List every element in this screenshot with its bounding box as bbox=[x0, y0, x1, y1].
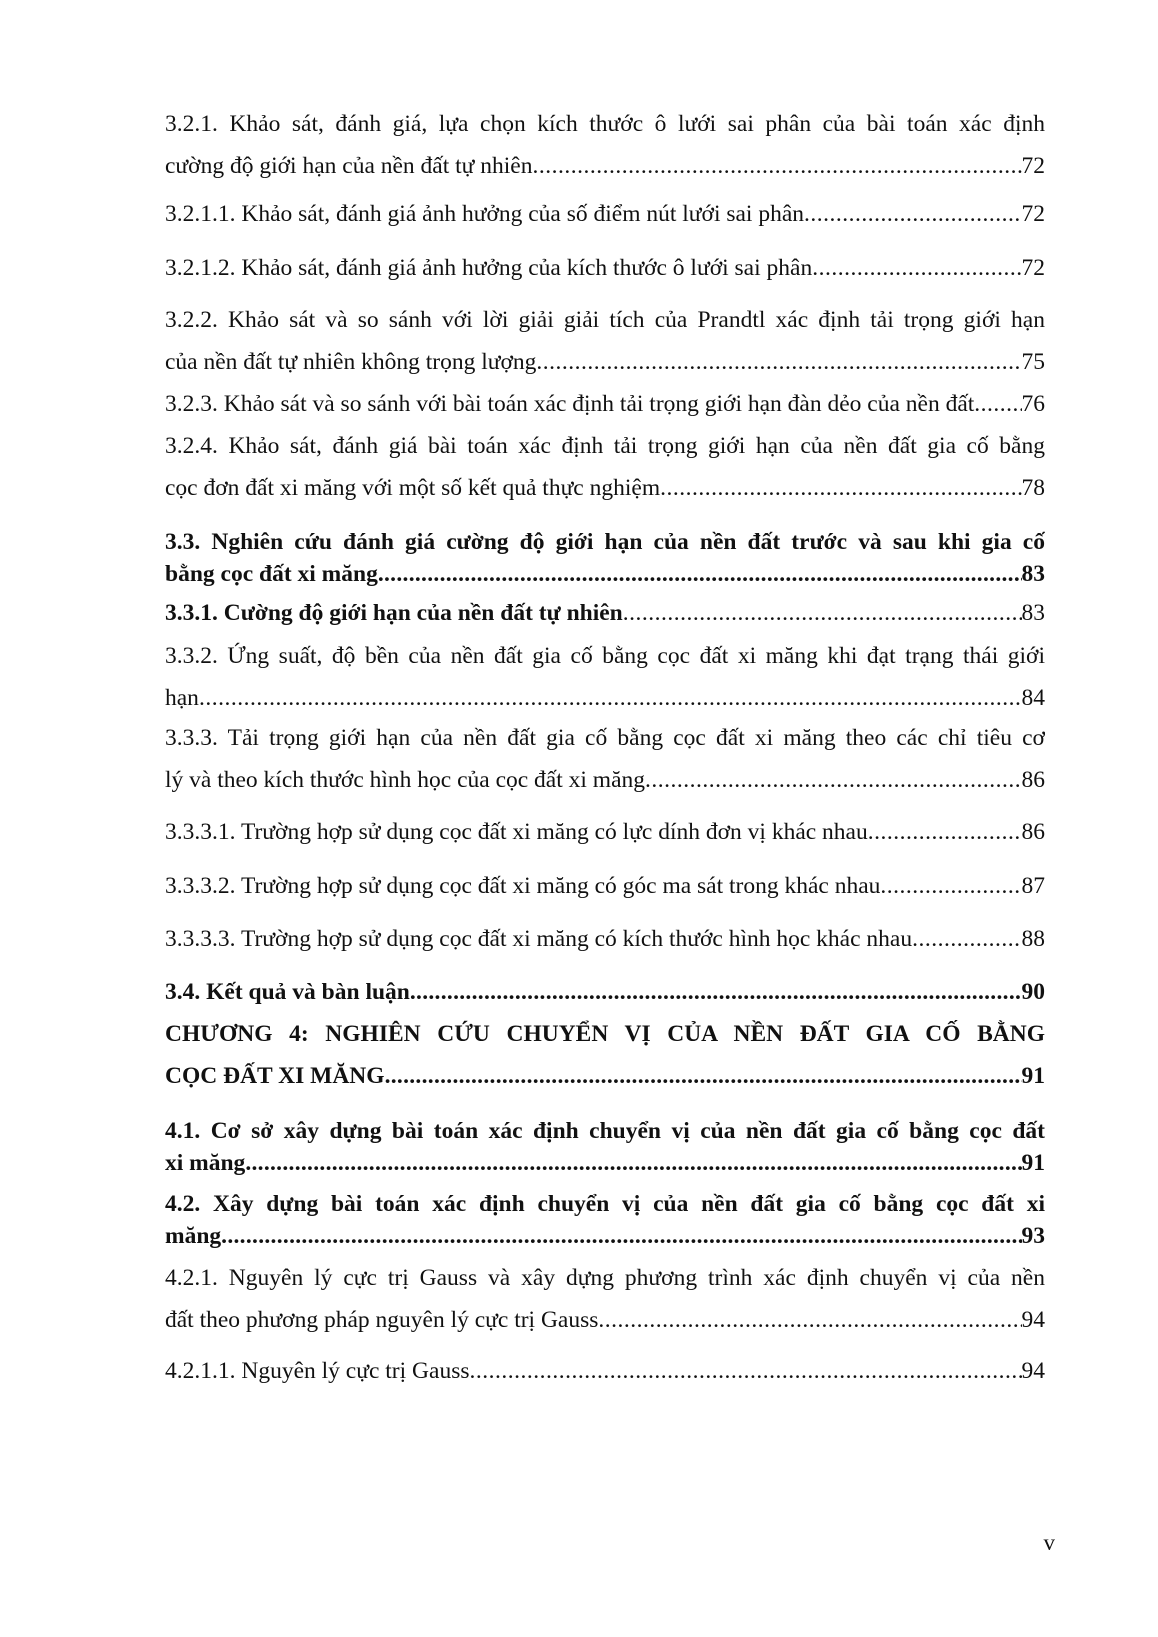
toc-entry-title: cường độ giới hạn của nền đất tự nhiên bbox=[165, 153, 533, 179]
toc-entry-3-2-3[interactable] bbox=[165, 388, 1045, 420]
toc-page-number: 86 bbox=[1021, 819, 1045, 845]
toc-entry-title: 3.3.3.3. Trường hợp sử dụng cọc đất xi măng có kích thước hình học khác nhau bbox=[165, 926, 913, 952]
toc-entry-title: CỌC ĐẤT XI MĂNG bbox=[165, 1063, 385, 1089]
toc-entry-title: 3.3.3.1. Trường hợp sử dụng cọc đất xi măng có lực dính đơn vị khác nhau bbox=[165, 819, 868, 845]
toc-entry-line: 3.3.3. Tải trọng giới hạn của nền đất gia cố bằng cọc đất xi măng theo các chỉ tiêu cơ bbox=[165, 725, 1045, 751]
toc-page-number: 75 bbox=[1021, 349, 1045, 375]
toc-entry-3-3[interactable] bbox=[165, 526, 1045, 590]
toc-entry-3-3-1[interactable] bbox=[165, 597, 1045, 629]
toc-page-number: 78 bbox=[1021, 475, 1045, 501]
toc-entry-3-2-4[interactable] bbox=[165, 430, 1045, 504]
toc-entry-title: xi măng bbox=[165, 1150, 246, 1176]
toc-entry-title: của nền đất tự nhiên không trọng lượng bbox=[165, 349, 537, 375]
toc-page-number: 93 bbox=[1021, 1223, 1045, 1249]
page-number: v bbox=[1043, 1530, 1055, 1555]
toc-entry-line: 4.2.1. Nguyên lý cực trị Gauss và xây dựng phương trình xác định chuyển vị của nền bbox=[165, 1265, 1045, 1291]
toc-entry-title: măng bbox=[165, 1223, 222, 1249]
toc-page-number: 90 bbox=[1021, 979, 1045, 1005]
toc-entry-3-3-3[interactable] bbox=[165, 722, 1045, 796]
toc-entry-line: 3.2.4. Khảo sát, đánh giá bài toán xác định tải trọng giới hạn của nền đất gia cố bằng bbox=[165, 433, 1045, 459]
toc-entry-title: cọc đơn đất xi măng với một số kết quả thực nghiệm bbox=[165, 475, 661, 501]
toc-entry-title: đất theo phương pháp nguyên lý cực trị Gauss bbox=[165, 1307, 599, 1333]
toc-entry-title: 3.3.1. Cường độ giới hạn của nền đất tự nhiên bbox=[165, 600, 623, 626]
toc-entry-title: 4.2.1.1. Nguyên lý cực trị Gauss bbox=[165, 1358, 470, 1384]
toc-entry-line: CHƯƠNG 4: NGHIÊN CỨU CHUYỂN VỊ CỦA NỀN ĐẤT GIA CỐ BẰNG bbox=[165, 1021, 1045, 1047]
toc-page-number: 94 bbox=[1021, 1358, 1045, 1384]
toc-page-number: 72 bbox=[1021, 201, 1045, 227]
toc-entry-3-2-1-1[interactable] bbox=[165, 198, 1045, 230]
toc-entry-title: 3.2.1.2. Khảo sát, đánh giá ảnh hưởng của kích thước ô lưới sai phân bbox=[165, 255, 813, 281]
toc-entry-4-2-1-1[interactable] bbox=[165, 1355, 1045, 1387]
toc-entry-3-2-1[interactable] bbox=[165, 108, 1045, 182]
toc-entry-3-3-2[interactable] bbox=[165, 640, 1045, 714]
toc-entry-3-4[interactable] bbox=[165, 976, 1045, 1008]
toc-entry-3-3-3-1[interactable] bbox=[165, 816, 1045, 848]
toc-entry-title: lý và theo kích thước hình học của cọc đất xi măng bbox=[165, 767, 646, 793]
toc-entry-line: 4.1. Cơ sở xây dựng bài toán xác định chuyển vị của nền đất gia cố bằng cọc đất bbox=[165, 1118, 1045, 1144]
toc-page-number: 94 bbox=[1021, 1307, 1045, 1333]
toc-page-number: 91 bbox=[1021, 1063, 1045, 1089]
toc-entry-line: 3.2.1. Khảo sát, đánh giá, lựa chọn kích thước ô lưới sai phân của bài toán xác định bbox=[165, 111, 1045, 137]
toc-entry-3-3-3-2[interactable] bbox=[165, 870, 1045, 902]
toc-page-number: 91 bbox=[1021, 1150, 1045, 1176]
toc-page-number: 83 bbox=[1021, 561, 1045, 587]
toc-entry-4-1[interactable] bbox=[165, 1115, 1045, 1179]
toc-page-number: 86 bbox=[1021, 767, 1045, 793]
toc-entry-3-3-3-3[interactable] bbox=[165, 923, 1045, 955]
toc-entry-line: 3.2.2. Khảo sát và so sánh với lời giải giải tích của Prandtl xác định tải trọng giới hạn bbox=[165, 307, 1045, 333]
toc-page-number: 87 bbox=[1021, 873, 1045, 899]
toc-entry-line: 3.3.2. Ứng suất, độ bền của nền đất gia cố bằng cọc đất xi măng khi đạt trạng thái giới bbox=[165, 643, 1045, 669]
toc-page-number: 83 bbox=[1021, 600, 1045, 626]
toc-page-number: 76 bbox=[1021, 391, 1045, 417]
toc-page-number: 72 bbox=[1021, 153, 1045, 179]
toc-entry-line: 3.3. Nghiên cứu đánh giá cường độ giới hạn của nền đất trước và sau khi gia cố bbox=[165, 529, 1045, 555]
toc-entry-3-2-1-2[interactable] bbox=[165, 252, 1045, 284]
toc-entry-title: 3.2.1.1. Khảo sát, đánh giá ảnh hưởng của số điểm nút lưới sai phân bbox=[165, 201, 805, 227]
toc-entry-title: hạn bbox=[165, 685, 199, 711]
toc-entry-title: 3.2.3. Khảo sát và so sánh với bài toán xác định tải trọng giới hạn đàn dẻo của nền đất bbox=[165, 391, 975, 417]
toc-entry-title: 3.4. Kết quả và bàn luận bbox=[165, 979, 410, 1005]
toc-entry-title: bằng cọc đất xi măng bbox=[165, 561, 378, 587]
toc-entry-title: 3.3.3.2. Trường hợp sử dụng cọc đất xi măng có góc ma sát trong khác nhau bbox=[165, 873, 881, 899]
toc-entry-4-2-1[interactable] bbox=[165, 1262, 1045, 1336]
toc-entry-4-2[interactable] bbox=[165, 1188, 1045, 1252]
toc-page-number: 88 bbox=[1021, 926, 1045, 952]
toc-page-number: 72 bbox=[1021, 255, 1045, 281]
toc-entry-line: 4.2. Xây dựng bài toán xác định chuyển vị của nền đất gia cố bằng cọc đất xi bbox=[165, 1191, 1045, 1217]
toc-entry-3-2-2[interactable] bbox=[165, 304, 1045, 378]
toc-page-number: 84 bbox=[1021, 685, 1045, 711]
toc-entry-chuong-4[interactable] bbox=[165, 1018, 1045, 1092]
